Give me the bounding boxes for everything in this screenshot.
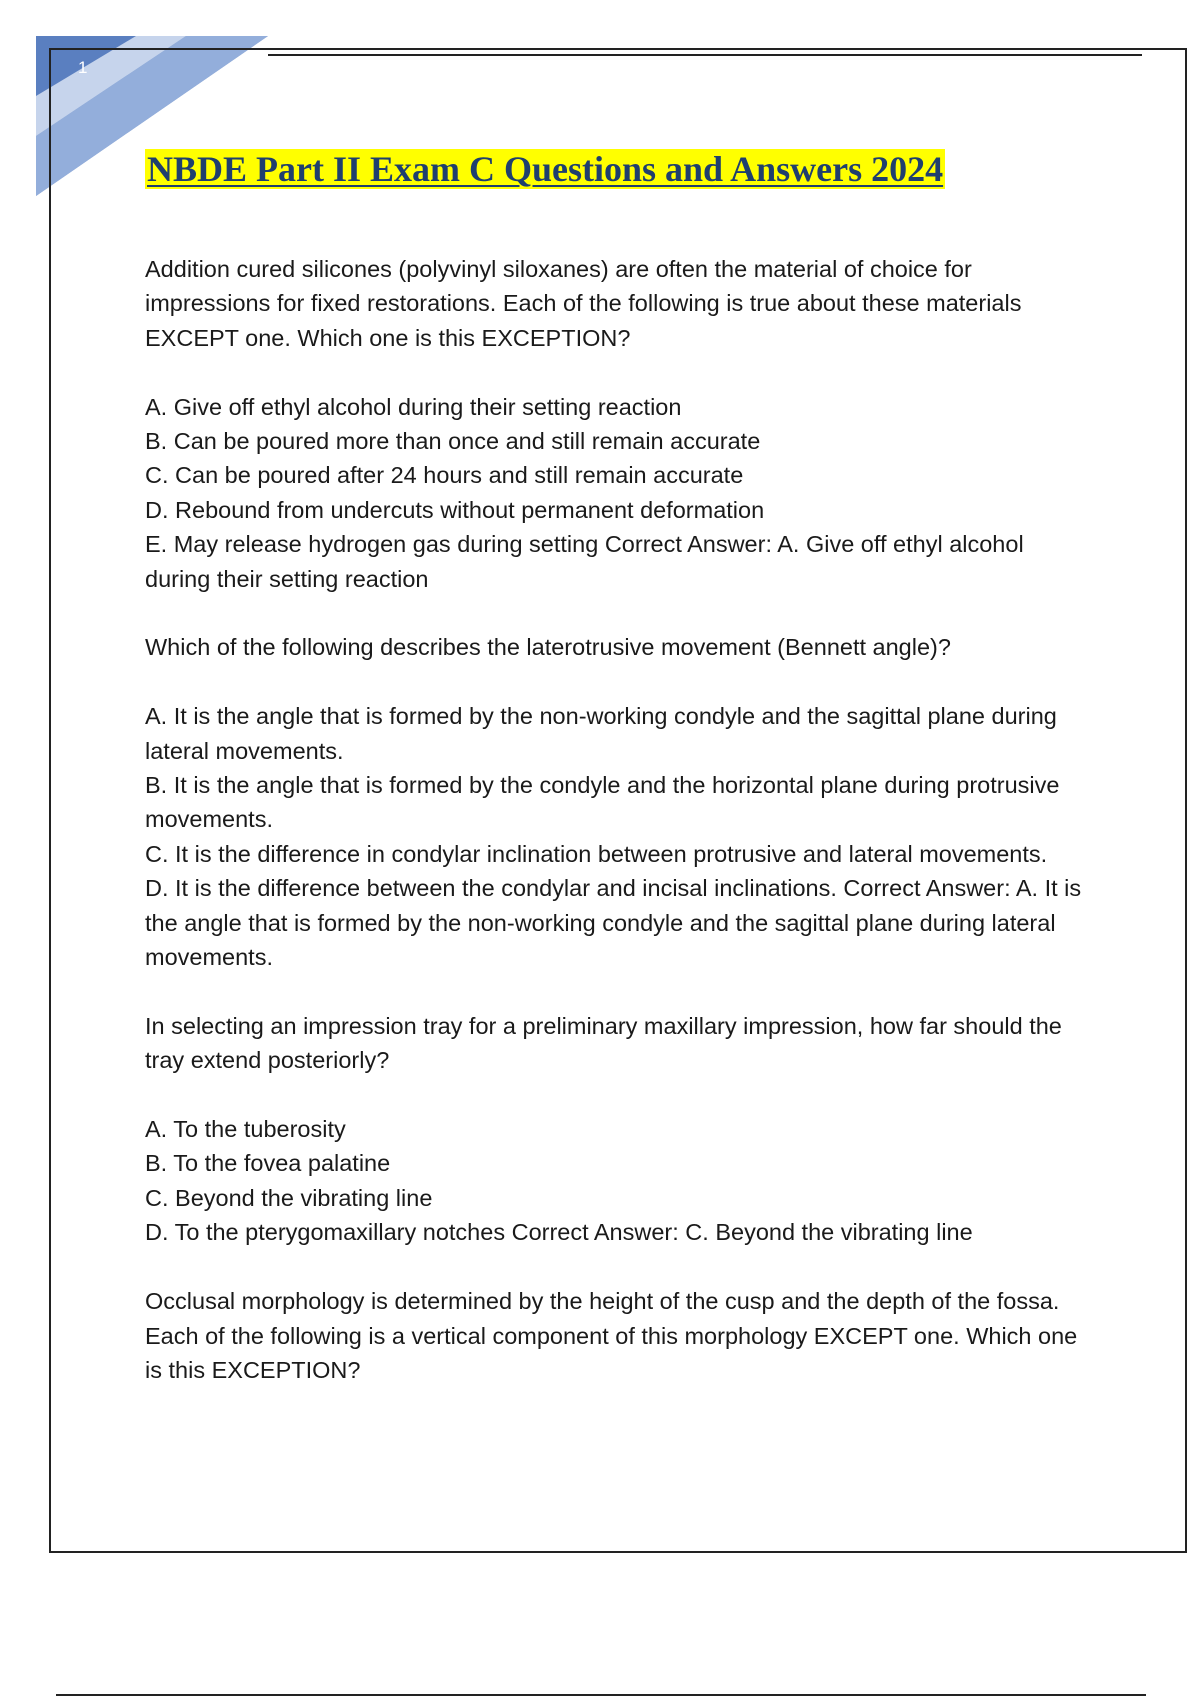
question-stem: Addition cured silicones (polyvinyl siloxanes) are often the material of choice for impressions for fixed restorations. Each of the following is true about these materials EXCEPT one. Which one is this EXCEPTION? <box>145 256 1022 351</box>
answer-option: D. It is the difference between the condylar and incisal inclinations. Correct Answer: A. It is the angle that is formed by the non-working condyle and the sagittal plane during lateral movements. <box>145 875 1082 971</box>
question-block <box>145 630 1095 974</box>
document-title-text: NBDE Part II Exam C Questions and Answers 2024 <box>147 149 944 189</box>
document-title <box>145 145 945 193</box>
answer-option: E. May release hydrogen gas during setting Correct Answer: A. Give off ethyl alcohol during their setting reaction <box>145 531 1024 592</box>
question-block <box>145 1284 1095 1387</box>
page-number: 1 <box>78 58 88 77</box>
questions-content <box>145 252 1095 1387</box>
answer-option: A. Give off ethyl alcohol during their setting reaction <box>145 393 682 420</box>
footer-rule <box>56 1694 1146 1696</box>
question-block <box>145 1009 1095 1250</box>
answer-option: B. Can be poured more than once and still remain accurate <box>145 428 761 455</box>
answer-option: B. It is the angle that is formed by the condyle and the horizontal plane during protrusive movements. <box>145 772 1060 833</box>
answer-option: C. Beyond the vibrating line <box>145 1184 433 1211</box>
answer-option: B. To the fovea palatine <box>145 1150 391 1177</box>
answer-option: D. To the pterygomaxillary notches Correct Answer: C. Beyond the vibrating line <box>145 1219 973 1246</box>
answer-option: A. It is the angle that is formed by the non-working condyle and the sagittal plane during lateral movements. <box>145 703 1057 764</box>
answer-option: A. To the tuberosity <box>145 1116 346 1143</box>
answer-option: C. It is the difference in condylar inclination between protrusive and lateral movements. <box>145 840 1048 867</box>
answer-option: C. Can be poured after 24 hours and still remain accurate <box>145 462 744 489</box>
question-stem: In selecting an impression tray for a preliminary maxillary impression, how far should the tray extend posteriorly? <box>145 1012 1062 1074</box>
question-block <box>145 252 1095 596</box>
question-stem: Which of the following describes the laterotrusive movement (Bennett angle)? <box>145 634 951 661</box>
answer-option: D. Rebound from undercuts without permanent deformation <box>145 496 765 523</box>
question-stem: Occlusal morphology is determined by the height of the cusp and the depth of the fossa. Each of the following is a vertical component of this morphology EXCEPT one. Which one is this EXCEPTION? <box>145 1288 1078 1383</box>
